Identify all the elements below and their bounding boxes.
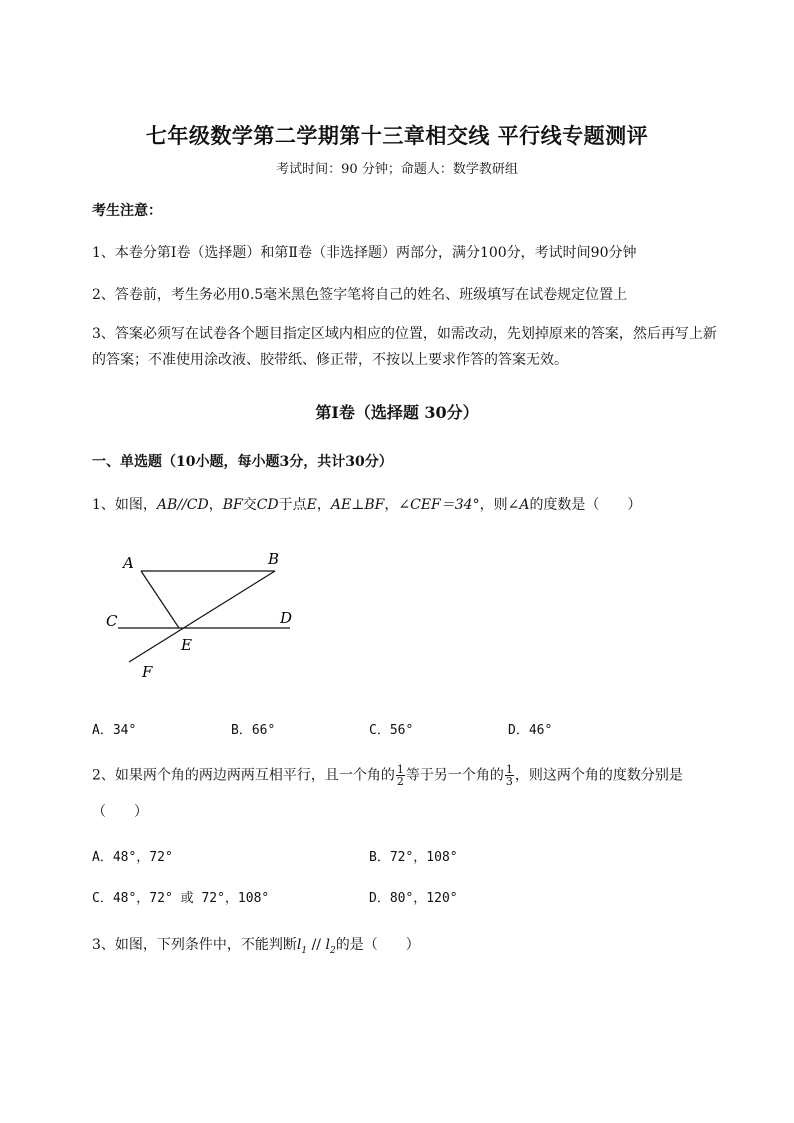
- label-e: E: [181, 636, 192, 654]
- q2-option-a[interactable]: A．48°，72°: [92, 850, 173, 865]
- label-b: B: [268, 550, 280, 568]
- page-title: 七年级数学第二学期第十三章相交线 平行线专题测评: [145, 123, 649, 148]
- label-a: A: [123, 554, 134, 572]
- q1-text: 于点: [278, 497, 307, 513]
- fraction-half: [396, 764, 405, 787]
- exam-info: 考试时间：90 分钟；命题人：数学教研组: [276, 162, 518, 177]
- q1-cond-target: ∠A: [507, 497, 530, 513]
- l1-letter: l: [296, 937, 302, 953]
- section-subheading: 一、单选题（10小题，每小题3分，共计30分）: [92, 454, 393, 470]
- notice-heading: 考生注意：: [92, 203, 162, 219]
- line-l1: [296, 937, 308, 956]
- q1-cond-e: E: [306, 497, 317, 513]
- q2-text: 2、如果两个角的两边两两互相平行，且一个角的: [92, 767, 395, 784]
- question-2: [92, 764, 683, 787]
- q3-text: 的是（ ）: [335, 937, 420, 953]
- label-f: F: [142, 663, 153, 681]
- q2-option-c[interactable]: C．48°，72° 或 72°，108°: [92, 891, 270, 906]
- q2-option-d[interactable]: D．80°，120°: [369, 891, 458, 906]
- q1-suffix: 的度数是（ ）: [529, 497, 642, 513]
- q1-cond-bf: BF: [222, 497, 243, 513]
- l2-letter: l: [325, 937, 330, 953]
- notice-item-2: 2、答卷前，考生务必用0.5毫米黑色签字笔将自己的姓名、班级填写在试卷规定位置上: [92, 287, 628, 303]
- l2-subscript: 2: [329, 945, 336, 956]
- frac-denominator: 2: [396, 775, 404, 788]
- question-3: [92, 934, 420, 956]
- q2-blank: （ ）: [92, 804, 148, 820]
- segment-ae: [141, 571, 179, 628]
- frac-denominator: 3: [505, 775, 513, 788]
- q1-text: 交: [242, 497, 257, 513]
- notice-item-1: 1、本卷分第Ⅰ卷（选择题）和第Ⅱ卷（非选择题）两部分，满分100分，考试时间90分钟: [92, 245, 637, 261]
- q1-cond-perp: AE⊥BF: [330, 497, 385, 513]
- q1-figure: [92, 540, 312, 690]
- parallel-symbol: //: [307, 937, 326, 953]
- frac-numerator: 1: [505, 763, 513, 776]
- q2-text: ，则这两个角的度数分别是: [514, 767, 683, 784]
- label-d: D: [280, 609, 293, 627]
- label-c: C: [106, 612, 118, 630]
- l1-subscript: 1: [301, 945, 308, 956]
- frac-numerator: 1: [396, 763, 404, 776]
- q1-cond-angle: ∠CEF＝34°: [398, 497, 480, 513]
- section-title: 第Ⅰ卷（选择题 30分）: [315, 403, 479, 422]
- line-l2: [325, 937, 336, 956]
- q1-option-b[interactable]: B．66°: [231, 723, 276, 738]
- q1-sep: ，: [384, 497, 399, 513]
- q3-text: 3、如图，下列条件中，不能判断: [92, 937, 297, 953]
- q1-prefix: 1、如图，: [92, 497, 157, 513]
- q2-text: 等于另一个角的: [405, 767, 504, 784]
- line-bf: [129, 571, 275, 662]
- q1-cond-parallel: AB//CD: [156, 497, 209, 513]
- q1-option-d[interactable]: D．46°: [508, 723, 553, 738]
- q2-option-b[interactable]: B．72°，108°: [369, 850, 458, 865]
- notice-item-3: 3、答案必须写在试卷各个题目指定区域内相应的位置，如需改动，先划掉原来的答案，然后再写上新的答案；不准使用涂改液、胶带纸、修正带，不按以上要求作答的答案无效。: [92, 326, 717, 368]
- q1-option-c[interactable]: C．56°: [369, 723, 414, 738]
- fraction-third: [505, 764, 514, 787]
- q1-option-a[interactable]: A．34°: [92, 723, 137, 738]
- q1-sep: ，: [316, 497, 331, 513]
- q1-cond-cd: CD: [256, 497, 279, 513]
- question-1: [92, 494, 641, 514]
- q1-sep: ，: [208, 497, 223, 513]
- q1-text: ，则: [479, 497, 508, 513]
